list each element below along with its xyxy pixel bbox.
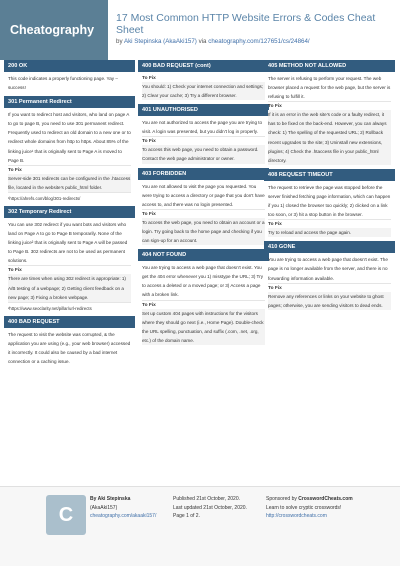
fix-label: To Fix: [8, 268, 22, 274]
section-body: The request to retrieve the page was stopped before the server finished fetching page information, which can happen if you 1) closed the browser too quickly; 2) clicked on a link too soon, or 3) hit a stop button in the browser.: [268, 183, 391, 220]
column-3: [264, 60, 395, 314]
cheatography-logo[interactable]: [0, 0, 108, 60]
section-title: 410 GONE: [264, 241, 395, 253]
section-title: 405 METHOD NOT ALLOWED: [264, 60, 395, 72]
section-301: [4, 96, 135, 206]
section-title: 400 BAD REQUEST (cont): [138, 60, 269, 72]
byline-prefix: by: [116, 38, 123, 45]
section-body: The server is refusing to perform your request. The web browser placed a request for the web page, but the server is refusing to fulfill it.: [268, 74, 391, 102]
fix-text: You should: 1) Check your internet connection and settings; 2) Clear your cache; 3) Try a different browser.: [142, 82, 265, 100]
section-405: [264, 60, 395, 169]
section-body: This code indicates a properly functioning page. Yay – success!: [8, 76, 118, 91]
footer-author: [90, 495, 156, 521]
page-header: [0, 0, 400, 60]
section-400: [4, 316, 135, 370]
sponsor-text: Learn to solve cryptic crosswords!: [266, 504, 342, 511]
fix-text: If it is an error in the web site's code or a faulty redirect, it has to be fixed on the back-end. However, you can always check: 1) The spelling of the requested URL; 2) Rollback recent upgrades to the site; 3) Uninstall new extensions, plugins; 4) Check the .htaccess file in your public_html directory.: [268, 110, 391, 165]
section-title: 403 FORBIDDEN: [138, 168, 269, 180]
section-400-cont: [138, 60, 269, 104]
byline: [116, 38, 396, 45]
section-body: You are trying to access a web page that doesn't exist. The page is no longer available from the server, and there is no forwarding information available.: [268, 255, 391, 283]
author-link[interactable]: Aki Stepinska (AkaAki157): [123, 38, 197, 45]
footer-sponsor: [266, 495, 353, 521]
author-handle: (AkaAki157): [90, 504, 118, 511]
section-body: You are trying to access a web page that doesn't exist. You get the 404 error whenever you 1) misstype the URL; 3) Try to access a deleted or a moved page; or 3) Access a page with a broken link.: [142, 263, 265, 300]
sponsor-prefix: Sponsored by: [266, 496, 299, 502]
fix-text: To access this web page, you need to obtain a password. Contact the web page administrator or owner.: [142, 145, 265, 163]
updated-date: Last updated 21st October, 2020.: [173, 504, 247, 511]
fix-label: To Fix: [142, 139, 156, 145]
fix-text: Remove any references or links on your website to ghost pages; otherwise, you are sending visitors to dead ends.: [268, 292, 391, 310]
fix-label: To Fix: [142, 76, 156, 81]
fix-label: To Fix: [142, 302, 156, 308]
fix-label: To Fix: [8, 167, 22, 173]
section-title: 404 NOT FOUND: [138, 249, 269, 261]
sheet-url-link[interactable]: cheatography.com/127651/cs/24864/: [208, 38, 310, 45]
logo-text: Cheatography: [10, 23, 95, 37]
fix-text: There are times when using 302 redirect is appropriate: 1) A/B testing of a webpage; 2) Getting client feedback on a new page; 3) Fixing a broken webpage.: [8, 274, 131, 302]
section-title: 302 Temporary Redirect: [4, 206, 135, 218]
fix-label: To Fix: [268, 285, 282, 291]
author-avatar[interactable]: C: [46, 495, 86, 535]
section-body: The request to visit the website was corrupted, & the application you are using (e.g., your web browser) accessed it incorrectly. It could also be caused by a bad internet connection or a caching issue.: [8, 331, 131, 364]
fix-label: To Fix: [268, 222, 282, 228]
section-200-ok: [4, 60, 135, 96]
column-1: [4, 60, 135, 370]
section-body: You can use 302 redirect if you want bots and visitors who land on Page A to go to Page B temporarily. None of the linking juice² that is originally sent to Page A will be passed to Page B. 302 redirects are not to be used as permanent solutions.: [8, 220, 131, 266]
section-body: If you want to redirect host and visitors, who land on page A to go to page B, you need to use 301 permanent redirect. Frequently used to redirect an old domain to a new one or to redirect whole domains from http to https. About 85% of the linking juice¹ that is originally sent to Page A is moved to Page B.: [8, 110, 131, 166]
section-408: [264, 169, 395, 241]
fix-label: To Fix: [142, 211, 156, 217]
footer-published: [173, 495, 247, 521]
section-body: You are not authorized to access the page you are trying to visit. A login was presented, but you didn't log in properly.: [142, 118, 265, 137]
fix-text: Try to reload and access the page again.: [268, 228, 391, 237]
sponsor-name[interactable]: CrosswordCheats.com: [298, 496, 353, 502]
footnote-link[interactable]: ¹https://ahrefs.com/blog/301-redirects/: [8, 195, 81, 201]
page-title: 17 Most Common HTTP Website Errors & Codes Cheat Sheet: [116, 12, 376, 36]
fix-label: To Fix: [268, 104, 282, 110]
author-profile-link[interactable]: cheatography.com/akaaki157/: [90, 513, 157, 519]
published-date: Published 21st October, 2020.: [173, 496, 240, 502]
page-number: Page 1 of 2.: [173, 513, 200, 519]
section-403: [138, 168, 269, 250]
column-2: [138, 60, 269, 349]
section-410: [264, 241, 395, 313]
page-footer: [0, 486, 400, 566]
section-title: 408 REQUEST TIMEOUT: [264, 169, 395, 181]
author-name: By Aki Stepinska: [90, 496, 131, 502]
section-title: 301 Permanent Redirect: [4, 96, 135, 108]
section-404: [138, 249, 269, 349]
section-401: [138, 104, 269, 167]
sponsor-link[interactable]: http://crosswordcheats.com: [266, 513, 327, 519]
section-title: 401 UNAUTHORISED: [138, 104, 269, 116]
fix-text: Set up custom 404 pages with instructions for the visitors where they should go next (i.e., Home Page). Double-check the URL spelling, punctuation, and suffix (.com, .net, .org, etc.) of the domain name.: [142, 309, 265, 345]
fix-text: To access the web page, you need to obtain an account or a login. Try going back to the home page and checking if you can sign-up for an account.: [142, 218, 265, 245]
section-body: You are not allowed to visit the page you requested. You were trying to access a directory or page that you don't have access to, and there was no login presented.: [142, 182, 265, 210]
section-title: 400 BAD REQUEST: [4, 316, 135, 328]
fix-text: Server-side 301 redirects can be configured in the .htaccess file, located in the website’s public_html folder.: [8, 174, 131, 193]
section-302: [4, 206, 135, 316]
footnote-link[interactable]: ²https://www.seoclarity.net/pillar/url-redirects: [8, 305, 92, 311]
byline-via: via: [198, 38, 207, 45]
section-title: 200 OK: [4, 60, 135, 72]
